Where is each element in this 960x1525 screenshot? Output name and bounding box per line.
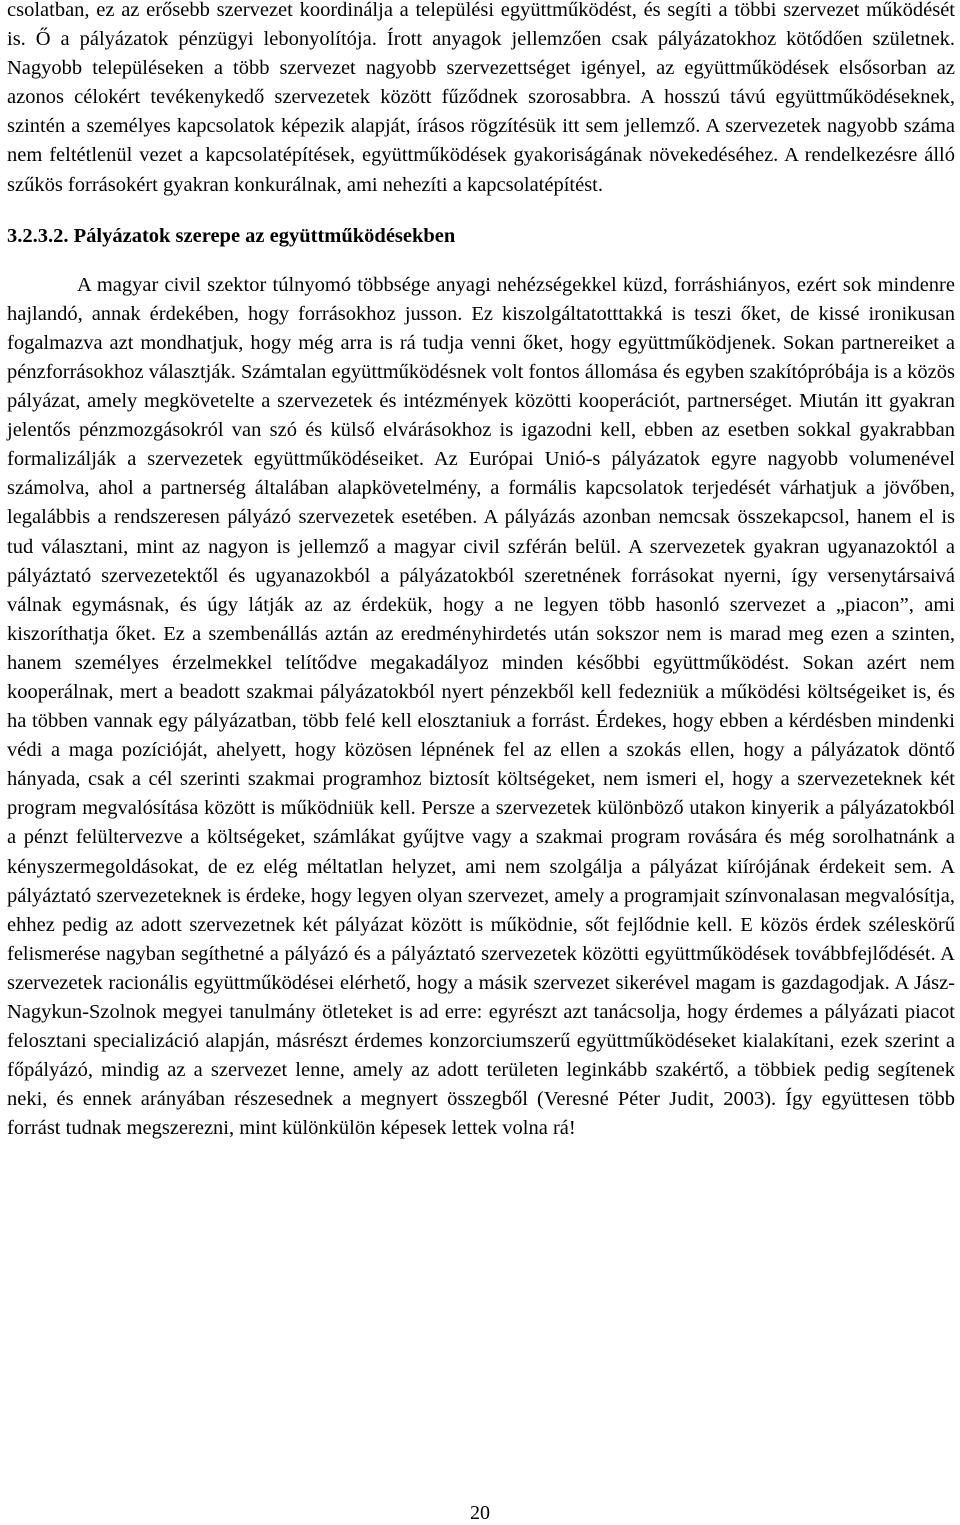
body-paragraph: A magyar civil szektor túlnyomó többsége anyagi nehézségekkel küzd, forráshiányos, ezért sok mindenre hajlandó, annak érdekében, hogy forrásokhoz jusson. Ez kiszolgáltatotttakká is teszi őket, de kissé ironikusan fogalmazva azt mondhatjuk, hogy még arra is rá tudja venni őket, hogy együttműködjenek. Sokan partnereiket a pénzforrásokhoz választják. Számtalan együttműködésnek volt fontos állomása és egyben szakítópróbája is a közös pályázat, amely megkövetelte a szervezetek és intézmények közötti kooperációt, partnerséget. Miután itt gyakran jelentős pénzmozgásokról van szó és külső elvárásokhoz is igazodni kell, ebben az esetben sokkal gyakrabban formalizálják a szervezetek együttműködéseiket. Az Európai Unió-s pályázatok egyre nagyobb volumenével számolva, ahol a partnerség általában alapkövetelmény, a formális kapcsolatok terjedését várhatjuk a jövőben, legalábbis a rendszeresen pályázó szervezetek esetében. A pályázás azonban nemcsak összekapcsol, hanem el is tud választani, mint az nagyon is jellemző a magyar civil szférán belül. A szervezetek gyakran ugyanazoktól a pályáztató szervezetektől és ugyanazokból a pályázatokból szeretnének forrásokat nyerni, így versenytársaivá válnak egymásnak, és úgy látják az az érdekük, hogy a ne legyen több hasonló szervezet a „piacon”, ami kiszoríthatja őket. Ez a szembenállás aztán az eredményhirdetés után sokszor nem is marad meg ezen a szinten, hanem személyes érzelmekkel telítődve megakadályoz minden későbbi együttműködést. Sokan azért nem kooperálnak, mert a beadott szakmai pályázatokból nyert pénzekből kell fedezniük a működési költségeiket is, és ha többen vannak egy pályázatban, több felé kell elosztaniuk a forrást. Érdekes, hogy ebben a kérdésben mindenki védi a maga pozícióját, ahelyett, hogy közösen lépnének fel az ellen a szokás ellen, hogy a pályázatok döntő hányada, csak a cél szerinti szakmai programhoz biztosít költségeket, nem ismeri el, hogy a szervezeteknek két program megvalósítása között is működniük kell. Persze a szervezetek különböző utakon kinyerik a pályázatokból a pénzt felültervezve a költségeket, számlákat gyűjtve vagy a szakmai program rovására és még sorolhatnánk a kényszermegoldásokat, de ez elég méltatlan helyzet, ami nem szolgálja a pályázat kiírójának érdekeit sem. A pályáztató szervezeteknek is érdeke, hogy legyen olyan szervezet, amely a programjait színvonalasan megvalósítja, ehhez pedig az adott szervezetnek két pályázat között is működnie, sőt fejlődnie kell. E közös érdek széleskörű felismerése nagyban segíthetné a pályázó és a pályáztató szervezetek közötti együttműködések továbbfejlődését. A szervezetek racionális együttműködései elérhető, hogy a másik szervezet sikerével magam is gazdagodjak. A Jász-Nagykun-Szolnok megyei tanulmány ötleteket is ad erre: egyrészt azt tanácsolja, hogy érdemes a pályázati piacot felosztani specializáció alapján, másrészt érdemes konzorciumszerű együttműködéseket kialakítani, ezek szerint a főpályázó, mindig az a szervezet lenne, amely az adott területen leginkább szakértő, a többiek pedig segítenek neki, és ennek arányában részesednek a megnyert összegből (Veresné Péter Judit, 2003). Így együttesen több forrást tudnak megszerezni, mint különkülön képesek lettek volna rá! [7, 273, 955, 1140]
document-page [7, 0, 955, 1143]
intro-paragraph: csolatban, ez az erősebb szervezet koordinálja a települési együttműködést, és segíti a többi szervezet működését is. Ő a pályázatok pénzügyi lebonyolítója. Írott anyagok jellemzően csak pályázatokhoz kötődően születnek. Nagyobb településeken a több szervezet nagyobb szervezettséget igényel, az együttműködések elsősorban az azonos célokért tevékenykedő szervezetek között fűződnek szorosabbra. A hosszú távú együttműködéseknek, szintén a személyes kapcsolatok képezik alapját, írásos rögzítésük itt sem jellemző. A szervezetek nagyobb száma nem feltétlenül vezet a kapcsolatépítések, együttműködések gyakoriságának növekedéséhez. A rendelkezésre álló szűkös forrásokért gyakran konkurálnak, ami nehezíti a kapcsolatépítést. [7, 0, 955, 196]
section-heading: 3.2.3.2. Pályázatok szerepe az együttműködésekben [7, 224, 456, 247]
page-number: 20 [470, 1502, 490, 1524]
